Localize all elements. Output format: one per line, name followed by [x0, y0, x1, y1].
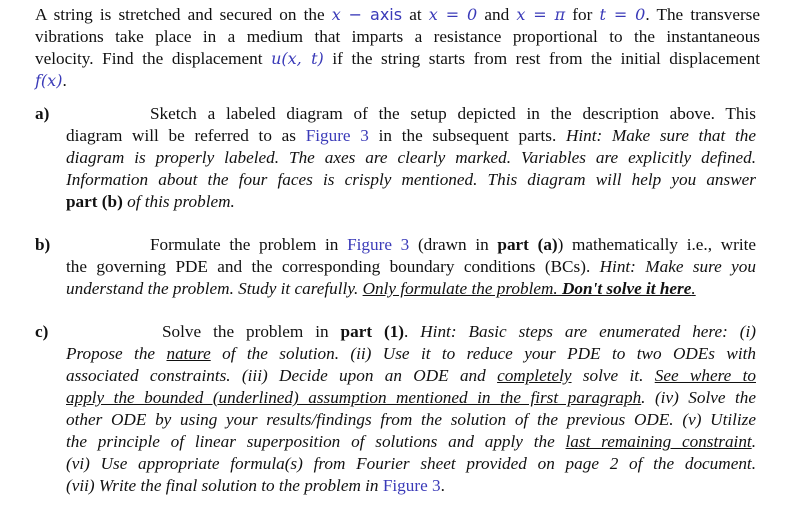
part-c-line-6: the principle of linear superposition of solutions and apply the last remaining constraint.: [66, 432, 756, 451]
intro-line-1: A string is stretched and secured on the x − axis at x = 0 and x = π for t = 0. The transverse: [35, 5, 761, 24]
part-c-line-1: Solve the problem in part (1). Hint: Basic steps are enumerated here: (i): [162, 322, 756, 341]
part-b-label: b): [35, 235, 51, 254]
intro-line-2: vibrations take place in a medium that imparts a resistance proportional to the instantaneous: [35, 27, 760, 46]
part-a-line-4: Information about the four faces is crisply mentioned. This diagram will help you answer: [66, 170, 756, 189]
part-c-line-4: apply the bounded (underlined) assumption mentioned in the first paragraph. (iv) Solve the: [66, 388, 756, 407]
part-b-line-1: Formulate the problem in Figure 3 (drawn in part (a)) mathematically i.e., write: [150, 235, 757, 254]
figure-3-link[interactable]: Figure 3: [382, 476, 441, 495]
part-a-label: a): [35, 104, 50, 123]
part-a-line-2: diagram will be referred to as Figure 3 in the subsequent parts. Hint: Make sure that the: [66, 126, 757, 145]
math-x: x: [331, 5, 341, 24]
math-x-zero: x = 0: [428, 5, 478, 24]
intro-line-3: velocity. Find the displacement u(x, t) if the string starts from rest from the initial displacement: [35, 49, 760, 68]
part-c-line-5: other ODE by using your results/findings from the solution of the previous ODE. (v) Utilize: [66, 410, 756, 429]
problem-statement: [35, 4, 760, 92]
math-u-xt: u(x, t): [271, 49, 324, 68]
part-c-line-2: Propose the nature of the solution. (ii) Use it to reduce your PDE to two ODEs with: [66, 344, 756, 363]
part-c-line-3: associated constraints. (iii) Decide upon an ODE and completely solve it. See where to: [66, 366, 756, 385]
figure-3-link[interactable]: Figure 3: [305, 126, 369, 145]
math-f-x: f(x): [35, 71, 63, 90]
part-b-line-3: understand the problem. Study it carefully. Only formulate the problem. Don't solve it here.: [66, 279, 696, 298]
part-c-line-7: (vi) Use appropriate formula(s) from Fourier sheet provided on page 2 of the document.: [66, 454, 756, 473]
part-a-line-3: diagram is properly labeled. The axes are clearly marked. Variables are explicitly defined.: [66, 148, 756, 167]
math-axis: − axis: [340, 5, 403, 24]
part-c-line-8: (vii) Write the final solution to the problem in Figure 3.: [66, 476, 445, 495]
figure-3-link[interactable]: Figure 3: [347, 235, 410, 254]
dont-solve-note: Don't solve it here: [562, 279, 692, 298]
part-a-line-1: Sketch a labeled diagram of the setup depicted in the description above. This: [150, 104, 756, 123]
part-a-line-5: part (b) of this problem.: [66, 192, 235, 211]
math-x-pi: x = π: [516, 5, 566, 24]
intro-line-4: f(x).: [35, 71, 67, 90]
formulate-only-note: Only formulate the problem.: [362, 279, 562, 298]
part-c-label: c): [35, 322, 49, 341]
part-b-line-2: the governing PDE and the corresponding boundary conditions (BCs). Hint: Make sure you: [66, 257, 756, 276]
math-t-zero: t = 0: [599, 5, 646, 24]
